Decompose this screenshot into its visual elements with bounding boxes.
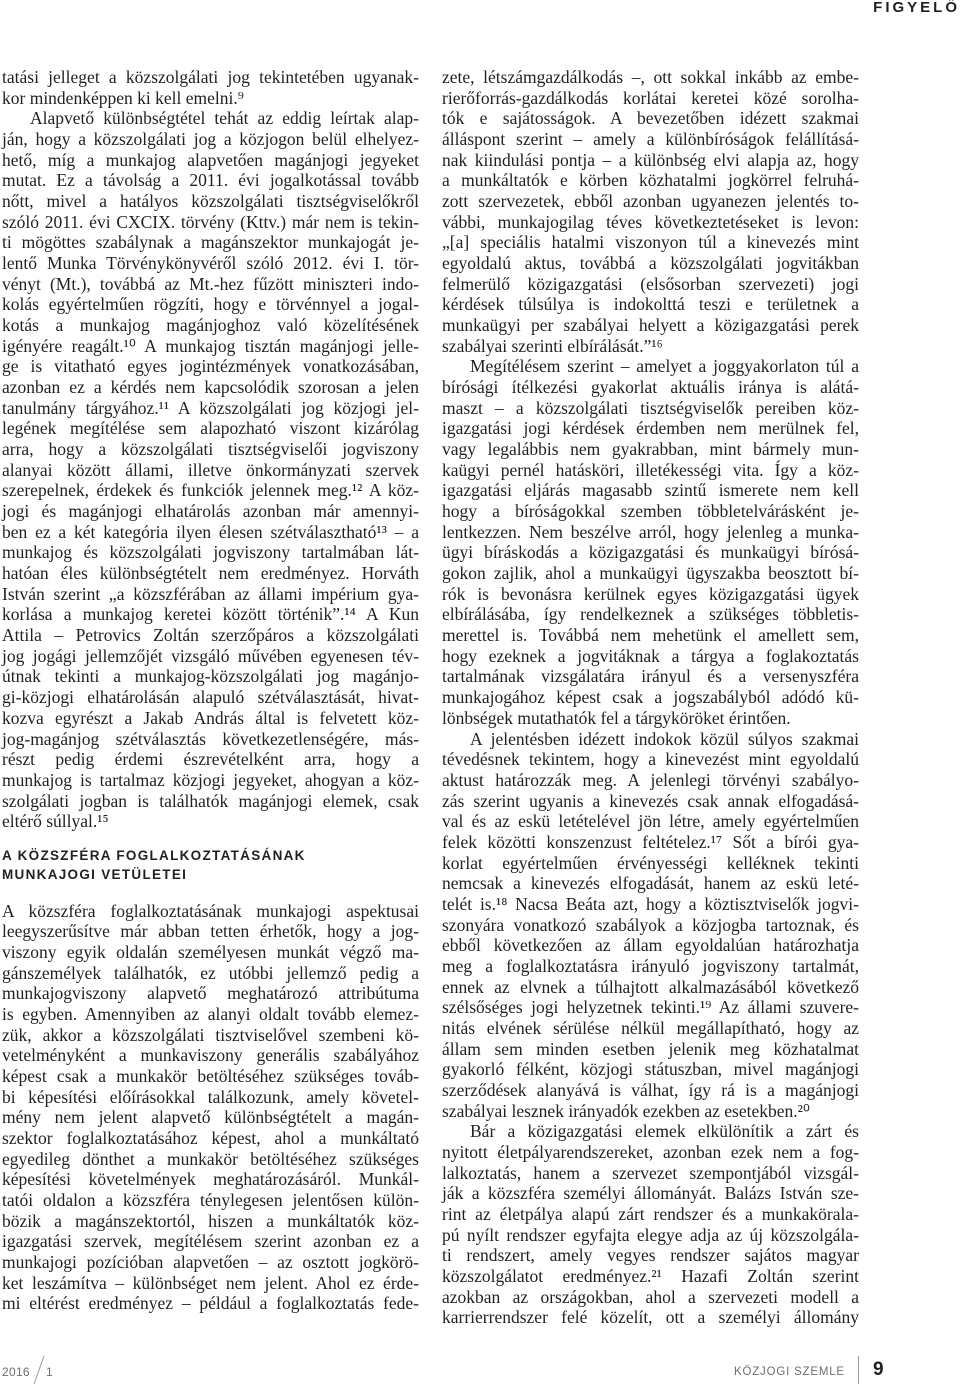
- text-line: is egyben. Amennyiben az alanyi oldalt tovább elemez-: [2, 1004, 419, 1025]
- text-line: szonyára vonatkozó szabályok a közjogba tartoznak, és: [442, 914, 859, 935]
- text-line: jogi és magánjogi elhatárolás azonban már amennyi-: [2, 501, 419, 522]
- text-line: elbírálásába, így rendelkeznek a szükséges többletis-: [442, 604, 859, 625]
- text-line: lönbségek mutathatók fel a tárgyköröket érintően.: [442, 707, 791, 728]
- text-line: szektor foglalkoztatásához képest, ahol a munkáltató: [2, 1128, 419, 1149]
- text-line: eltérő súllyal.¹⁵: [2, 811, 109, 832]
- paragraph: [2, 901, 419, 1314]
- text-line: kor mindenképpen ki kell emelni.⁹: [2, 87, 244, 108]
- text-line: szerződések alanyává is válhat, így rá is a magánjogi: [442, 1079, 859, 1100]
- text-line: alanyai között állami, illetve önkormányzati szervek: [2, 459, 419, 480]
- text-line: lentő Munka Törvénykönyvéről szóló 2012. évi I. tör-: [2, 253, 419, 274]
- text-line: szolgálati jogban is találhatók magánjogi elemek, csak: [2, 790, 419, 811]
- text-line: leegyszerűsítve már abban tetten érhetők, hogy a jog-: [2, 921, 419, 942]
- text-line: ügyi bíráskodás a közigazgatási és munkaügyi bírósá-: [442, 542, 859, 563]
- text-line: hető, míg a munkajog alapvetően magánjogi jegyeket: [2, 149, 419, 170]
- text-line: rint az életpálya alapú zárt rendszer és a munkakörala-: [442, 1203, 859, 1224]
- text-line: ge is vitatható egyes jogintézmények vonatkozásában,: [2, 356, 419, 377]
- text-line: bi képesítési előírásokkal találkozunk, amely követel-: [2, 1086, 419, 1107]
- text-line: felek közötti konszenzust feltételez.¹⁷ Sőt a bírói gya-: [442, 831, 859, 852]
- text-line: val és az eskü letételével jön létre, amely egyértelműen: [442, 811, 859, 832]
- text-line: rierőforrás-gazdálkodás korlátai keretei közé sorolha-: [442, 87, 859, 108]
- text-line: kaügyi pernél hatásköri, illetékességi vita. Így a köz-: [442, 459, 859, 480]
- text-line: zott szervezetek, ebből azonban ugyanezen jelentés to-: [442, 191, 859, 212]
- paragraph: [2, 67, 419, 108]
- text-line: hogy a bíróságokkal szemben többletelvárásként je-: [442, 501, 859, 522]
- text-line: útnak tekinti a munkajog-közszolgálati jog magánjo-: [2, 666, 419, 687]
- left-column: [2, 67, 419, 832]
- text-line: bírósági ítélkezési gyakorlat aktuális iránya is alátá-: [442, 377, 859, 398]
- text-line: bözik a magánszektortól, hiszen a munkáltatók köz-: [2, 1210, 419, 1231]
- issue-number: 1: [46, 1365, 53, 1379]
- text-line: nőtt, mivel a hatályos közszolgálati tisztségviselőkről: [2, 191, 419, 212]
- section-heading-line: A KÖZSZFÉRA FOGLALKOZTATÁSÁNAK: [2, 847, 306, 863]
- page-number: 9: [873, 1359, 884, 1380]
- text-line: azokban az országokban, ahol a szervezeti modell a: [442, 1286, 859, 1307]
- text-line: Attila – Petrovics Zoltán szerzőpáros a közszolgálati: [2, 625, 419, 646]
- text-line: A közszféra foglalkoztatásának munkajogi aspektusai: [2, 900, 419, 921]
- text-line: szóló 2011. évi CXCIX. törvény (Kttv.) már nem is tekin-: [2, 211, 419, 232]
- text-line: vetelményként a munkaviszony generális szabályához: [2, 1045, 419, 1066]
- text-line: képest csak a munkakör betöltéséhez szükséges továb-: [2, 1066, 419, 1087]
- text-line: arra, hogy a közszolgálati tisztségviselői jogviszony: [2, 439, 419, 460]
- text-line: igényére reagált.¹⁰ A munkajog tisztán magánjogi jelle-: [2, 335, 419, 356]
- section-label: FIGYELŐ: [873, 0, 960, 16]
- text-line: tók e sajátosságok. A bevezetőben idézett szakmai: [442, 108, 859, 129]
- slash-divider-icon: [32, 1356, 46, 1384]
- text-line: ják a közszféra személyi állományát. Balázs István sze-: [442, 1183, 859, 1204]
- text-line: aktust határozzák meg. A jelenlegi törvényi szabályo-: [442, 769, 859, 790]
- text-line: karrierrendszer felé közelít, ott a személyi állomány: [442, 1307, 859, 1328]
- text-line: ben ez a két kategória ilyen élesen szétválasztható¹³ – a: [2, 521, 419, 542]
- text-line: korlat egyértelműen érvényességi kelléknek tekinti: [442, 852, 859, 873]
- text-line: kolás egyértelműen rögzíti, hogy e törvénnyel a jogal-: [2, 294, 419, 315]
- text-line: szabályai lesznek irányadók ezekben az esetekben.²⁰: [442, 1100, 810, 1121]
- text-line: álláspont szerint – amely a különbíróságok felállításá-: [442, 129, 859, 150]
- text-line: egyedileg dönthet a munkakör betöltéséhez szükséges: [2, 1148, 419, 1169]
- section-heading-line: MUNKAJOGI VETÜLETEI: [2, 866, 188, 882]
- text-line: tévedésnek tekintem, hogy a kinevezést mint egyoldalú: [442, 749, 859, 770]
- text-line: felmerülő közigazgatási (elsősorban szervezeti) jogi: [442, 273, 859, 294]
- text-line: részt pedig érdemi észrevételként arra, hogy a: [2, 749, 419, 770]
- text-line: a munkáltatók e körben közhatalmi jogkörrel felruhá-: [442, 170, 859, 191]
- text-line: István szerint „a közszférában az állami impérium gya-: [2, 583, 419, 604]
- text-line: nyitott életpályarendszereket, azonban ezek nem a fog-: [442, 1141, 859, 1162]
- text-line: viszony egyik oldalán személyesen munkát végző ma-: [2, 942, 419, 963]
- right-column: [442, 67, 859, 1328]
- text-line: gyakorló félként, közjogi státuszban, mivel magánjogi: [442, 1059, 859, 1080]
- text-line: mutat. Ez a távolság a 2011. évi jogalkotással tovább: [2, 170, 419, 191]
- text-line: igazgatási eljárás magasabb szintű ismerete nem kell: [442, 480, 859, 501]
- text-line: vábbi, munkajogilag téves következtetéseket is levon:: [442, 211, 859, 232]
- text-line: tatási jelleget a közszolgálati jog tekintetében ugyanak-: [2, 67, 419, 87]
- text-line: munkajogi pozícióban alapvetően – az osztott jogkörö-: [2, 1252, 419, 1273]
- text-line: szabályai szerinti elbírálását.”¹⁶: [442, 335, 663, 356]
- text-line: ket leszámítva – különbséget nem jelent. Ahol ez érde-: [2, 1272, 419, 1293]
- text-line: ennek az elvnek a túlhajtott alkalmazásából következő: [442, 976, 859, 997]
- left-column-section-body: [2, 901, 419, 1314]
- text-line: tanulmány tárgyához.¹¹ A közszolgálati jog közjogi jel-: [2, 397, 419, 418]
- paragraph: [442, 729, 859, 1122]
- text-line: munkajog is tartalmaz közjogi jegyeket, ahogyan a köz-: [2, 769, 419, 790]
- text-line: azonban ez a kérdés nem kapcsolódik szorosan a jelen: [2, 377, 419, 398]
- text-line: tartalmának vizsgálatára irányul és a versenyszféra: [442, 666, 859, 687]
- text-line: maszt – a közszolgálati tisztségviselők pereiben köz-: [442, 397, 859, 418]
- text-line: korlása a munkajog keretei között történik”.¹⁴ A Kun: [2, 604, 419, 625]
- footer-divider: [858, 1356, 859, 1384]
- text-line: mi eltérést eredményez – például a foglalkoztatás fede-: [2, 1293, 419, 1314]
- text-line: gi-közjogi elhatárolásán alapuló szétválasztását, hivat-: [2, 687, 419, 708]
- paragraph: [2, 108, 419, 832]
- text-line: legének megítélése sem alapozható viszont kizárólag: [2, 418, 419, 439]
- text-line: rók is bevonásra kerülnek egyes közigazgatási ügyek: [442, 583, 859, 604]
- text-line: meg a foglalkoztatásra irányuló jogviszony tartalmát,: [442, 955, 859, 976]
- text-line: munkajog és közszolgálati jogviszony tartalmában lát-: [2, 542, 419, 563]
- text-line: hogy ezeknek a jogvitáknak a tárgya a foglakoztatás: [442, 645, 859, 666]
- text-line: munkaügyi per szabályai helyett a közigazgatási perek: [442, 315, 859, 336]
- text-line: nemcsak a kinevezés elfogadását, hanem az eskü leté-: [442, 873, 859, 894]
- text-line: képesítési követelmények meghatározásáról. Munkál-: [2, 1169, 419, 1190]
- text-line: lentkezzen. Nem beszélve arról, hogy jelenleg a munka-: [442, 521, 859, 542]
- issue-year: 2016: [2, 1365, 30, 1379]
- text-line: munkajogviszony alapvető meghatározó attribútuma: [2, 983, 419, 1004]
- text-line: pú nyílt rendszer egyfajta elegye adja az új közszolgála-: [442, 1224, 859, 1245]
- text-line: közszolgálatot eredményez.²¹ Hazafi Zoltán szerint: [442, 1265, 859, 1286]
- text-line: kozva egyrészt a Jakab András által is felvetett köz-: [2, 707, 419, 728]
- text-line: zás szerint ugyanis a kinevezés csak annak elfogadásá-: [442, 790, 859, 811]
- text-line: hatóan éles különbségtételt nem eredményez. Horváth: [2, 563, 419, 584]
- text-line: gokon zajlik, ahol a munkaügyi ügyszakba beosztott bí-: [442, 563, 859, 584]
- text-line: jog-magánjog szétválasztás következetlenségére, más-: [2, 728, 419, 749]
- text-line: mény nem jelent alapvető különbségtételt a magán-: [2, 1107, 419, 1128]
- paragraph: [442, 1121, 859, 1328]
- text-line: merettel is. Továbbá nem mehetünk el amellett sem,: [442, 625, 859, 646]
- text-line: ti rendszert, amely vegyes rendszer sajátos magyar: [442, 1245, 859, 1266]
- text-line: kérdések túlsúlya is indokolttá teszi e területnek a: [442, 294, 859, 315]
- text-line: Bár a közigazgatási elemek elkülönítik a zárt és: [470, 1121, 859, 1142]
- text-line: „[a] speciális hatalmi viszonyon túl a kinevezés mint: [442, 232, 859, 253]
- text-line: Alapvető különbségtétel tehát az eddig leírtak alap-: [30, 108, 419, 129]
- text-line: ján, hogy a közszolgálati jog a közjogon belül elhelyez-: [2, 129, 419, 150]
- text-line: munkajogához képest csak a jogszabályból adódó kü-: [442, 687, 859, 708]
- text-line: jog jogági jellemzőjét vizsgáló művében egyenesen tév-: [2, 645, 419, 666]
- text-line: szerepelnek, érdekek és funkciók jelennek meg.¹² A köz-: [2, 480, 419, 501]
- journal-title: KÖZJOGI SZEMLE: [734, 1366, 845, 1378]
- text-line: állam sem minden esetben jelenik meg közhatalmat: [442, 1038, 859, 1059]
- text-line: szélsőséges jogi helyzetnek tekinti.¹⁹ Az állami szuvere-: [442, 997, 859, 1018]
- text-line: ti mögöttes szabálynak a magánszektor munkajogát je-: [2, 232, 419, 253]
- text-line: zete, létszámgazdálkodás –, ott sokkal inkább az embe-: [442, 67, 859, 87]
- text-line: lalkoztatás, hanem a szervezet szempontjából vizsgál-: [442, 1162, 859, 1183]
- text-line: nitás elvének sérülése nélkül megállapítható, hogy az: [442, 1017, 859, 1038]
- text-line: vagy legalábbis nem gyakrabban, mint bármely mun-: [442, 439, 859, 460]
- text-line: nak kiindulási pontja – a különbség elvi alapja az, hogy: [442, 149, 859, 170]
- text-line: vényt (Mt.), továbbá az Mt.-hez fűzött miniszteri indo-: [2, 273, 419, 294]
- text-line: egyoldalú aktus, továbbá a közszolgálati jogvitákban: [442, 253, 859, 274]
- text-line: igazgatási szervek, megítélésem szerint azonban ez a: [2, 1231, 419, 1252]
- text-line: A jelentésben idézett indokok közül súlyos szakmai: [470, 728, 859, 749]
- text-line: telét is.¹⁸ Nacsa Beáta azt, hogy a köztisztviselők jogvi-: [442, 893, 859, 914]
- text-line: tatói oldalon a közszféra ténylegesen jelentősen külön-: [2, 1190, 419, 1211]
- section-heading: [2, 846, 306, 884]
- text-line: gánszemélyek találhatók, ez utóbbi jellemző pedig a: [2, 962, 419, 983]
- paragraph: [442, 67, 859, 356]
- text-line: kotás a munkajog magánjoghoz való közelítésének: [2, 315, 419, 336]
- text-line: Megítélésem szerint – amelyet a joggyakorlaton túl a: [470, 356, 859, 377]
- text-line: zük, akkor a közszolgálati tisztviselővel szembeni kö-: [2, 1024, 419, 1045]
- text-line: ebből következően az állam egyoldalúan határozhatja: [442, 935, 859, 956]
- text-line: igazgatási jogi kérdések érdemben nem merülnek fel,: [442, 418, 859, 439]
- paragraph: [442, 356, 859, 728]
